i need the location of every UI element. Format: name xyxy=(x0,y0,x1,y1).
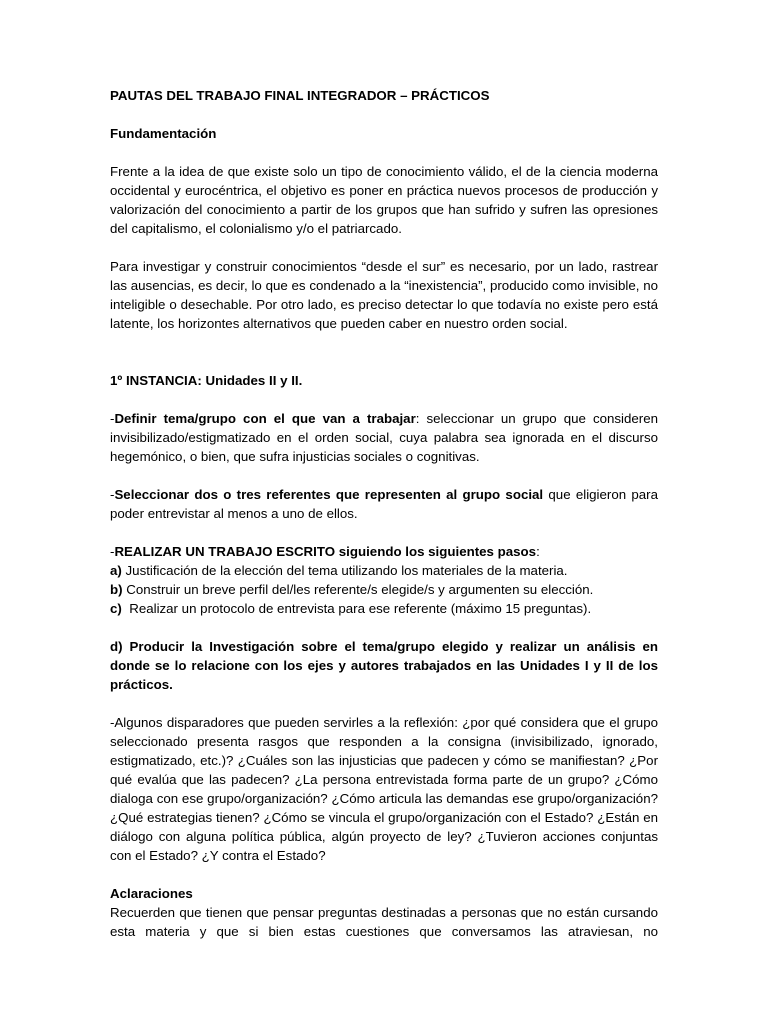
item-realizar-rest: : xyxy=(536,544,540,559)
item-definir xyxy=(110,409,658,466)
heading-fundamentacion: Fundamentación xyxy=(110,126,217,141)
item-realizar xyxy=(110,542,658,561)
item-definir-rest: : seleccionar un grupo que consideren invisibilizado/estigmatizado en el orden social, cuya palabra sea ignorada en el discurso hegemónico, o bien, que sufra injusticias sociales o cognitivas. xyxy=(110,411,658,464)
paragraph-fundamentacion-1: Frente a la idea de que existe solo un tipo de conocimiento válido, el de la ciencia moderna occidental y eurocéntrica, el objetivo es poner en práctica nuevos procesos de producción y valorización del conocimiento a partir de los grupos que han sufrido y sufren las opresiones del capitalismo, el colonialismo y/o el patriarcado. xyxy=(110,164,658,236)
step-c-text: Realizar un protocolo de entrevista para ese referente (máximo 15 preguntas). xyxy=(121,601,592,616)
item-definir-dash: - xyxy=(110,411,115,426)
step-a xyxy=(110,561,658,580)
step-c xyxy=(110,599,658,618)
item-definir-bold: Definir tema/grupo con el que van a trabajar xyxy=(114,411,416,426)
item-producir: d) Producir la Investigación sobre el tema/grupo elegido y realizar un análisis en donde se lo relacione con los ejes y autores trabajados en las Unidades I y II de los prácticos. xyxy=(110,639,658,692)
document-title: PAUTAS DEL TRABAJO FINAL INTEGRADOR – PRÁCTICOS xyxy=(110,88,490,103)
item-seleccionar xyxy=(110,485,658,523)
step-c-letter: c) xyxy=(110,601,122,616)
paragraph-fundamentacion-2: Para investigar y construir conocimientos “desde el sur” es necesario, por un lado, rastrear las ausencias, es decir, lo que es condenado a la “inexistencia”, producido como invisible, no inteligible o desechable. Por otro lado, es preciso detectar lo que todavía no existe pero está latente, los horizontes alternativos que pueden caber en nuestro orden social. xyxy=(110,259,658,331)
document-page xyxy=(110,86,658,941)
step-b-text: Construir un breve perfil del/les referente/s elegide/s y argumenten su elección. xyxy=(122,582,594,597)
step-a-letter: a) xyxy=(110,563,122,578)
paragraph-aclaraciones: Recuerden que tienen que pensar preguntas destinadas a personas que no están cursando esta materia y que si bien estas cuestiones que conversamos las atraviesan, no xyxy=(110,905,658,939)
step-a-text: Justificación de la elección del tema utilizando los materiales de la materia. xyxy=(121,563,568,578)
item-realizar-bold: REALIZAR UN TRABAJO ESCRITO siguiendo los siguientes pasos xyxy=(114,544,537,559)
item-disparadores: -Algunos disparadores que pueden servirles a la reflexión: ¿por qué considera que el grupo seleccionado presenta rasgos que responden a la consigna (invisibilizado, ignorado, estigmatizado, etc.)? ¿Cuáles son las injusticias que padecen y cómo se manifiestan? ¿Por qué evalúa que las padecen? ¿La persona entrevistada forma parte de un grupo? ¿Cómo dialoga con ese grupo/organización? ¿Cómo articula las demandas ese grupo/organización? ¿Qué estrategias tienen? ¿Cómo se vincula el grupo/organización con el Estado? ¿Están en diálogo con alguna política pública, algún proyecto de ley? ¿Tuvieron acciones conjuntas con el Estado? ¿Y contra el Estado? xyxy=(110,715,658,863)
heading-aclaraciones: Aclaraciones xyxy=(110,886,193,901)
step-b-letter: b) xyxy=(110,582,123,597)
item-seleccionar-bold: Seleccionar dos o tres referentes que representen al grupo social xyxy=(114,487,544,502)
item-seleccionar-rest: que eligieron para poder entrevistar al menos a uno de ellos. xyxy=(110,487,658,521)
heading-instancia: 1º INSTANCIA: Unidades II y II. xyxy=(110,373,303,388)
item-realizar-dash: - xyxy=(110,544,115,559)
step-b xyxy=(110,580,658,599)
item-seleccionar-dash: - xyxy=(110,487,115,502)
